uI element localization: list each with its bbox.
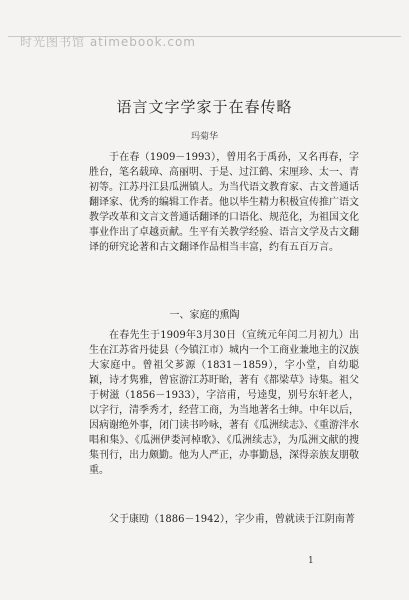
intro-paragraph: 于在春（1909－1993），曾用名于禹孙，又名再春，字胜台，笔名载璋、高丽明、于是、过江鹤、宋厘珍、太一、青初等。江苏丹江县瓜洲镇人。为当代语文教育家、古文普通话翻译家、优秀的编辑工作者。他以毕生精力积极宣传推广语文教学改革和文言文普通话翻译的口语化、规范化，为祖国文化事业作出了卓越贡献。生平有关教学经验、语言文学及古文翻译的研究论著和古文翻译作品相当丰富，约有五百万言。	[89, 152, 359, 253]
article-author: 玛菊华	[190, 132, 218, 142]
family-paragraph: 在春先生于1909年3月30日（宣统元年闰二月初九）出生在江苏省丹徒县（今镇江市）城内一个工商业兼地主的汉族大家庭中。曾祖父芗源（1831－1859），字小堂，自幼聪颖，诗才隽雅，曾宦游江苏盱眙，著有《都梁草》诗集。祖父于树滋（1856－1933），字涪甫，号逵叟，别号东轩老人，以字行，清季秀才，经营工商，为当地著名士绅。中年以后，因病谢绝外事，闭门读书吟咏，著有《瓜洲续志》、《重游泮水唱和集》、《瓜洲伊娄河棹歌》、《瓜洲续志》，为瓜洲文献的搜集刊行，出力颇勤。他为人严正，办事勤恳，深得亲族友朋敬重。	[89, 330, 359, 476]
page-number: 1	[308, 556, 314, 566]
section-heading: 一、家庭的熏陶	[169, 310, 240, 321]
article-title: 语言文字学家于在春传略	[116, 98, 293, 116]
father-paragraph: 父于康劻（1886－1942），字少甫，曾就读于江阴南菁	[109, 514, 355, 525]
watermark-text: 时光图书馆 atimebook.com	[20, 35, 196, 49]
